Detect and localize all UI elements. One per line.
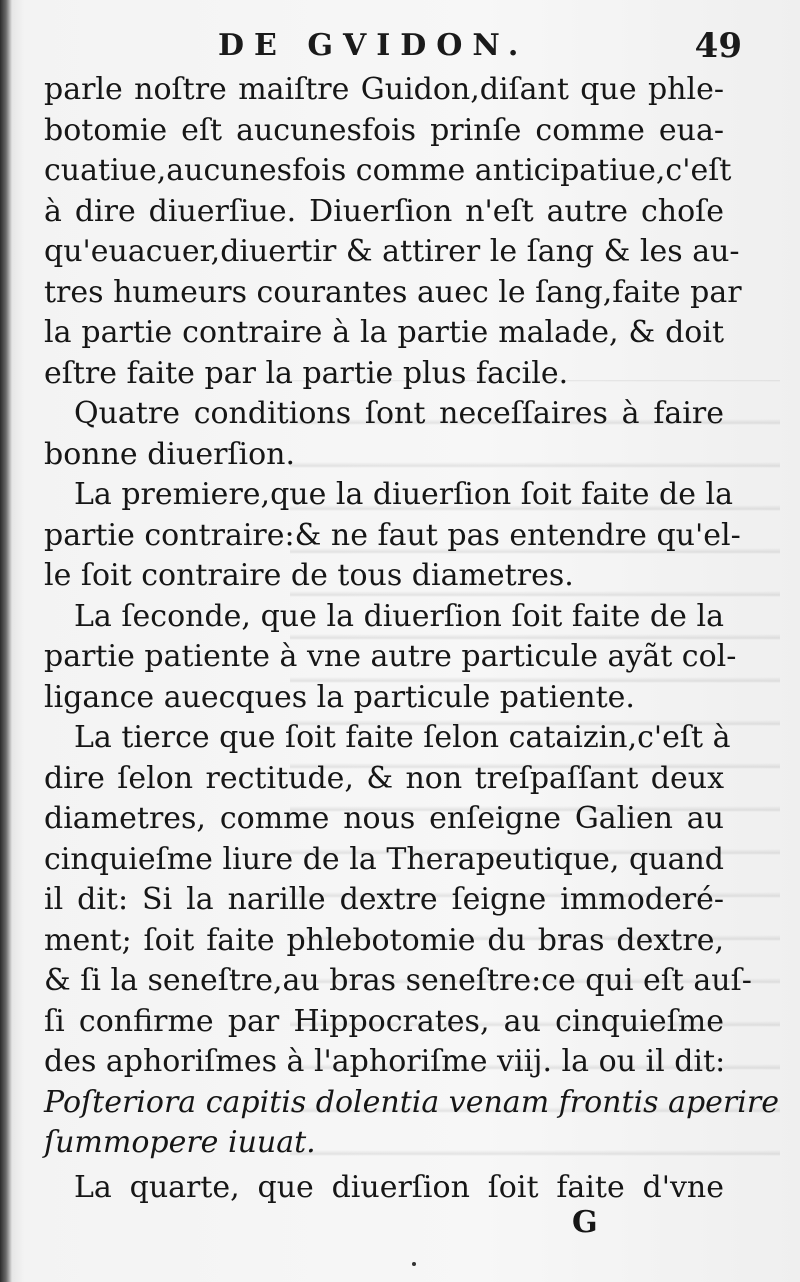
text-line: il dit: Si la narille dextre ſeigne immoderé- (44, 882, 724, 917)
text-line: La premiere,que la diuerſion ſoit faite de la (74, 477, 733, 512)
text-line: le ſoit contraire de tous diametres. (44, 558, 574, 593)
page-header (0, 26, 800, 70)
text-line: La quarte, que diuerſion ſoit faite d'vne (74, 1169, 724, 1205)
text-line: parle noſtre maiſtre Guidon,diſant que phle- (44, 72, 724, 107)
text-line: partie contraire:& ne faut pas entendre qu'el- (44, 517, 741, 553)
signature-mark: G (572, 1205, 598, 1240)
text-line: partie patiente à vne autre particule ayãt col- (44, 639, 737, 674)
text-line: ment; ſoit faite phlebotomie du bras dextre, (44, 922, 724, 958)
text-line: des aphoriſmes à l'aphoriſme viij. la ou il dit: (44, 1044, 726, 1079)
text-line: eſtre faite par la partie plus facile. (44, 355, 569, 391)
text-line: dire ſelon rectitude, & non treſpaſſant deux (44, 760, 724, 796)
page-gutter-shadow (0, 0, 12, 1282)
running-title: DE GVIDON. (218, 28, 529, 63)
text-line: Quatre conditions ſont neceſſaires à faire (74, 396, 724, 431)
text-line: Poſteriora capitis dolentia venam frontis aperire (44, 1084, 779, 1120)
text-line: botomie eſt aucunesfois prinſe comme eua- (44, 112, 724, 148)
text-line: cuatiue,aucunesfois comme anticipatiue,c'eſt (44, 153, 732, 188)
text-line: La ſeconde, que la diuerſion ſoit faite de la (74, 598, 724, 634)
text-line: bonne diuerſion. (44, 436, 296, 472)
ink-speck (412, 1262, 416, 1266)
text-line: diametres, comme nous enſeigne Galien au (44, 801, 724, 836)
text-line: la partie contraire à la partie malade, & doit (44, 315, 724, 350)
text-line: ſummopere iuuat. (44, 1125, 316, 1160)
text-line: ſi confirme par Hippocrates, au cinquieſme (44, 1003, 724, 1039)
text-line: cinquieſme liure de la Therapeutique, quand (44, 841, 724, 877)
text-line: ligance auecques la particule patiente. (44, 679, 635, 715)
text-line: qu'euacuer,diuertir & attirer le ſang & les au- (44, 234, 740, 269)
text-line: tres humeurs courantes auec le ſang,faite par (44, 274, 742, 310)
text-line: à dire diuerſiue. Diuerſion n'eſt autre choſe (44, 193, 724, 229)
text-body (44, 70, 779, 1208)
text-line: & ſi la seneſtre,au bras seneſtre:ce qui eſt auſ- (44, 963, 752, 998)
page-number: 49 (694, 26, 742, 66)
text-line: La tierce que ſoit faite ſelon cataizin,c'eſt à (74, 720, 731, 755)
